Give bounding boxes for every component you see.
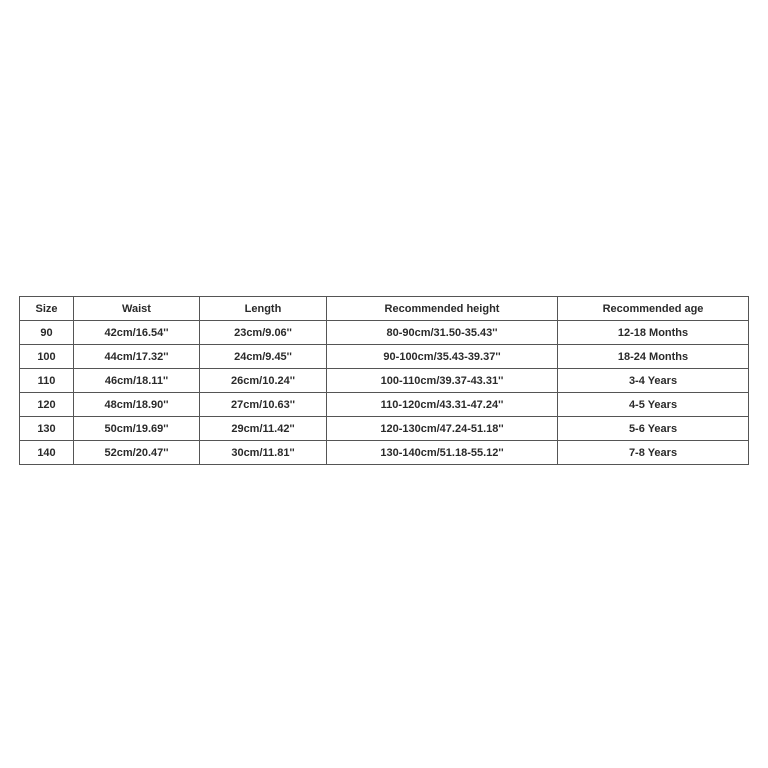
table-row	[20, 441, 749, 465]
table-row	[20, 417, 749, 441]
header-waist: Waist	[74, 297, 200, 321]
header-size: Size	[20, 297, 74, 321]
cell-size: 140	[20, 441, 74, 465]
cell-length: 27cm/10.63''	[200, 393, 327, 417]
cell-recommended-height: 110-120cm/43.31-47.24''	[327, 393, 558, 417]
cell-length: 30cm/11.81''	[200, 441, 327, 465]
cell-length: 29cm/11.42''	[200, 417, 327, 441]
table-header-row	[20, 297, 749, 321]
cell-recommended-height: 80-90cm/31.50-35.43''	[327, 321, 558, 345]
cell-length: 23cm/9.06''	[200, 321, 327, 345]
cell-waist: 52cm/20.47''	[74, 441, 200, 465]
table-row	[20, 345, 749, 369]
cell-waist: 50cm/19.69''	[74, 417, 200, 441]
cell-recommended-age: 3-4 Years	[558, 369, 749, 393]
cell-size: 90	[20, 321, 74, 345]
cell-waist: 46cm/18.11''	[74, 369, 200, 393]
cell-recommended-height: 100-110cm/39.37-43.31''	[327, 369, 558, 393]
cell-recommended-height: 130-140cm/51.18-55.12''	[327, 441, 558, 465]
cell-waist: 44cm/17.32''	[74, 345, 200, 369]
cell-recommended-age: 18-24 Months	[558, 345, 749, 369]
cell-length: 26cm/10.24''	[200, 369, 327, 393]
header-recommended-height: Recommended height	[327, 297, 558, 321]
cell-length: 24cm/9.45''	[200, 345, 327, 369]
header-recommended-age: Recommended age	[558, 297, 749, 321]
cell-recommended-age: 4-5 Years	[558, 393, 749, 417]
cell-size: 120	[20, 393, 74, 417]
table-row	[20, 321, 749, 345]
cell-waist: 42cm/16.54''	[74, 321, 200, 345]
cell-waist: 48cm/18.90''	[74, 393, 200, 417]
cell-recommended-age: 7-8 Years	[558, 441, 749, 465]
table-row	[20, 369, 749, 393]
cell-size: 100	[20, 345, 74, 369]
cell-size: 130	[20, 417, 74, 441]
cell-recommended-age: 12-18 Months	[558, 321, 749, 345]
header-length: Length	[200, 297, 327, 321]
cell-recommended-age: 5-6 Years	[558, 417, 749, 441]
cell-size: 110	[20, 369, 74, 393]
cell-recommended-height: 90-100cm/35.43-39.37''	[327, 345, 558, 369]
table-row	[20, 393, 749, 417]
size-chart-table	[19, 296, 749, 465]
cell-recommended-height: 120-130cm/47.24-51.18''	[327, 417, 558, 441]
